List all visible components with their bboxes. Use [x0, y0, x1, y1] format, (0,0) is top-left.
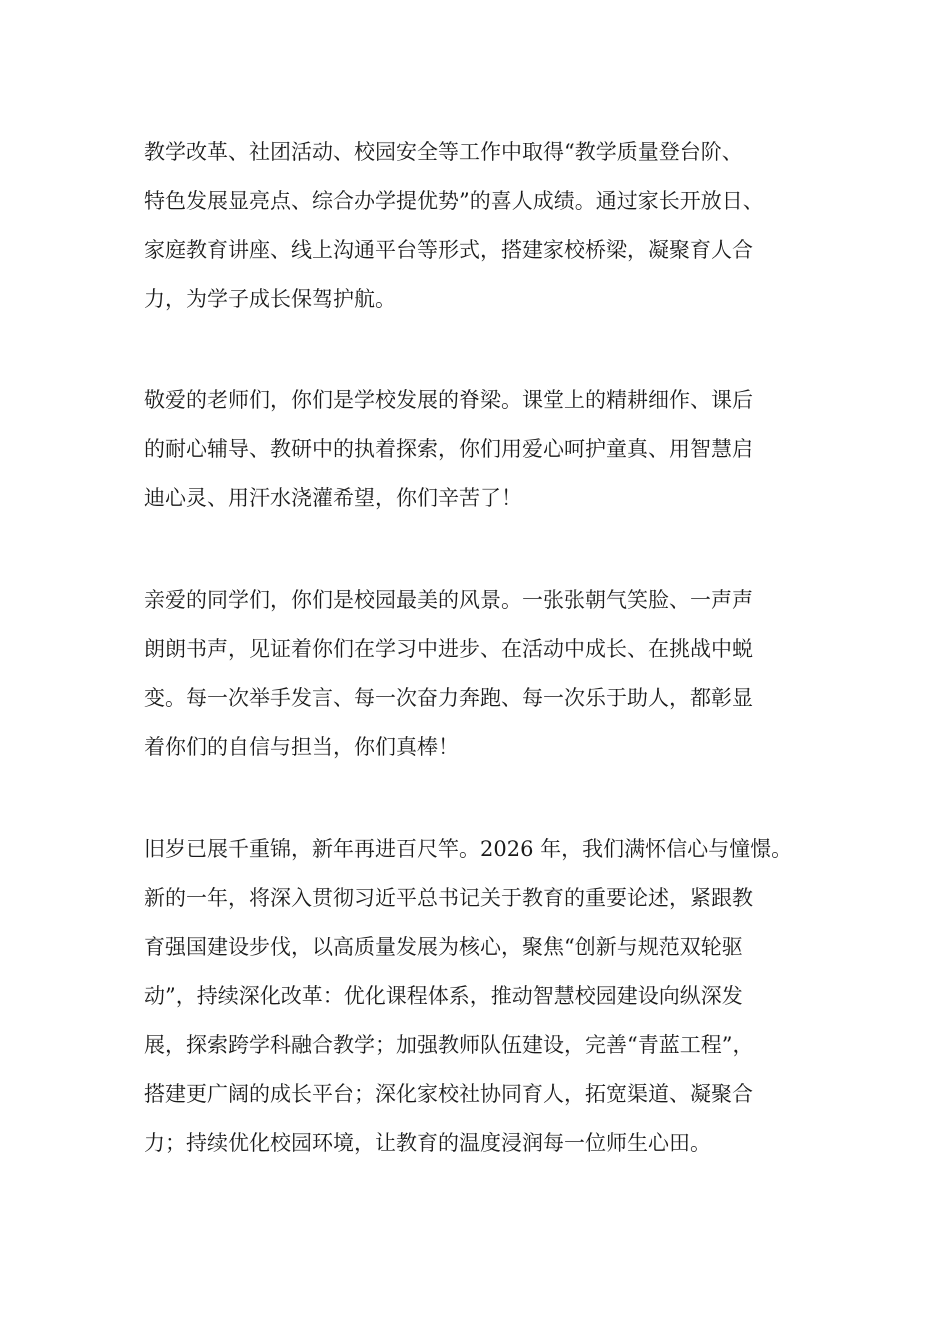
text-line: 旧岁已展千重锦，新年再进百尺竿。2026 年，我们满怀信心与憧憬。	[144, 837, 793, 861]
text-line: 敬爱的老师们，你们是学校发展的脊梁。课堂上的精耕细作、课后	[144, 388, 753, 412]
text-line: 力，为学子成长保驾护航。	[144, 287, 396, 311]
text-line: 搭建更广阔的成长平台；深化家校社协同育人，拓宽渠道、凝聚合	[144, 1082, 753, 1106]
paragraph-teachers	[144, 376, 844, 523]
text-line: 育强国建设步伐，以高质量发展为核心，聚焦“创新与规范双轮驱	[144, 935, 743, 959]
text-line: 展，探索跨学科融合教学；加强教师队伍建设，完善“青蓝工程”，	[144, 1033, 754, 1057]
text-line: 动”，持续深化改革：优化课程体系，推动智慧校园建设向纵深发	[144, 984, 743, 1008]
text-line: 着你们的自信与担当，你们真棒！	[144, 735, 459, 759]
text-line: 变。每一次举手发言、每一次奋力奔跑、每一次乐于助人，都彰显	[144, 686, 753, 710]
text-line: 教学改革、社团活动、校园安全等工作中取得“教学质量登台阶、	[144, 140, 743, 164]
text-line: 迪心灵、用汗水浇灌希望，你们辛苦了！	[144, 486, 522, 510]
text-line: 新的一年，将深入贯彻习近平总书记关于教育的重要论述，紧跟教	[144, 886, 753, 910]
text-line: 亲爱的同学们，你们是校园最美的风景。一张张朝气笑脸、一声声	[144, 588, 753, 612]
paragraph-achievements	[144, 128, 844, 324]
paragraph-new-year-plan	[144, 825, 844, 1168]
text-line: 特色发展显亮点、综合办学提优势”的喜人成绩。通过家长开放日、	[144, 189, 764, 213]
text-line: 家庭教育讲座、线上沟通平台等形式，搭建家校桥梁，凝聚育人合	[144, 238, 753, 262]
text-line: 的耐心辅导、教研中的执着探索，你们用爱心呵护童真、用智慧启	[144, 437, 753, 461]
text-line: 朗朗书声，见证着你们在学习中进步、在活动中成长、在挑战中蜕	[144, 637, 753, 661]
text-line: 力；持续优化校园环境，让教育的温度浸润每一位师生心田。	[144, 1131, 711, 1155]
paragraph-students	[144, 576, 844, 772]
